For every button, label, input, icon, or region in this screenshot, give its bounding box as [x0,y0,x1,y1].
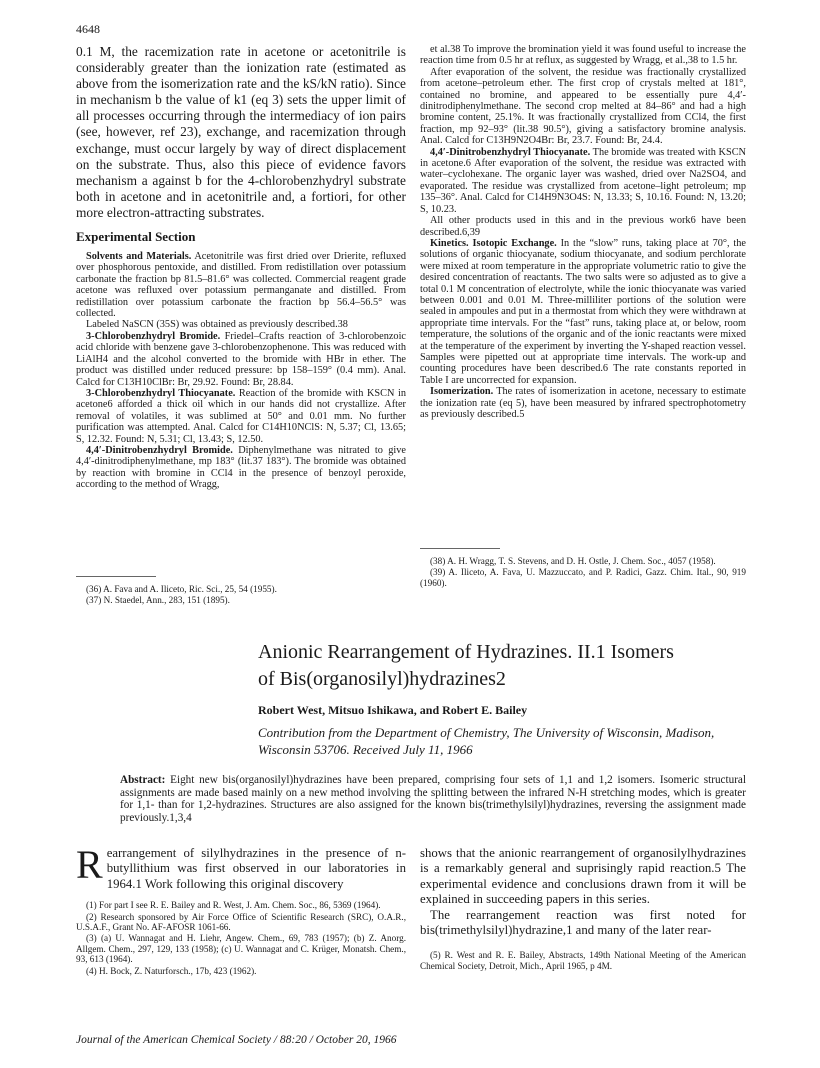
page-number: 4648 [76,22,100,36]
paragraph-text: et al.38 To improve the bromination yield it was found useful to increase the reaction time from 0.5 hr at reflux, as suggested by Wragg, et al.,38 to 1.5 hr. [420,44,746,67]
paragraph-text: Diphenylmethane was nitrated to give 4,4′-dinitrodiphenylmethane, mp 183° (lit.37 183°). The bromide was obtained by reaction with bromine in CCl4 in the presence of benzoyl peroxide, according to the method of Wragg, [76,444,406,491]
experimental-heading: Experimental Section [76,229,196,245]
paragraph-text: Friedel–Crafts reaction of 3-chlorobenzoic acid chloride with benzene gave 3-chlorobenzophenone. This was reduced with LiAlH4 and the alcohol converted to the bromide with HBr in ether. The product was distilled under reduced pressure: bp 158–159° (0.4 mm). Anal. Calcd for C13H10ClBr: Br, 29.92. Found: Br, 28.84. [76,330,407,388]
paragraph-text: In the “slow” runs, taking place at 70°, the solutions of organic thiocyanate, sodium thiocyanate, and sodium perchlorate were mixed at room temperature in the appropriate volumetric ratio to give the desired concentration of reactants. The two salts were so adjusted as to give a total 0.1 M concentration of electrolyte, while the ionic thiocyanate was varied between 0.001 and 0.01 M. Three-milliliter portions of the solution were sealed in ampoules and put in a thermostat from which they were withdrawn at appropriate time intervals. For the “fast” runs, taking place at, or below, room temperature, the solutions of the organic and of the ionic reactants were mixed at the temperature of the experiment by inverting the Y-shaped reaction vessel. Samples were pipetted out at appropriate time intervals. The work-up and counting procedures have been described.6 The rate constants reported in Table I are uncorrected for expansion. [420,237,746,386]
run-in-heading: 4,4′-Dinitrobenzhydryl Thiocyanate. [430,146,591,158]
paragraph-text: The rates of isomerization in acetone, necessary to estimate the ionization rate (eq 5), have been measured by infrared spectrophotometry as previously described.5 [420,386,746,420]
journal-footer: Journal of the American Chemical Society / 88:20 / October 20, 1966 [76,1034,397,1046]
top-right-column [420,44,746,420]
footnote-rule-right [420,548,500,549]
footnote-rule-left [76,576,156,577]
article-title-line-2: of Bis(organosilyl)hydrazines2 [258,668,506,690]
top-left-column [76,44,406,491]
paragraph-text: All other products used in this and in the previous work6 have been described.6,39 [420,215,746,238]
abstract-text: Eight new bis(organosilyl)hydrazines have been prepared, comprising four sets of 1,1 and 1,2 isomers. Isomeric structural assignments are made based mainly on a new method involving the splitting between the infrared N-H stretching modes, which is greater for 1,1- than for 1,2-hydrazines. Structures are also assigned for the known bis(trimethylsilyl)hydrazines, reversing the assignment made previously.1,3,4 [120,774,746,824]
footnote: (36) A. Fava and A. Iliceto, Ric. Sci., 25, 54 (1955). [86,584,277,594]
footnote: (39) A. Iliceto, A. Fava, U. Mazzuccato, and P. Radici, Gazz. Chim. Ital., 90, 919 (1960). [420,567,746,588]
bottom-left-footnotes [76,900,406,976]
paragraph [76,331,406,388]
footnote: (2) Research sponsored by Air Force Office of Scientific Research (SRC), O.A.R., U.S.A.F., Grant No. AF-AFOSR 1061-66. [76,911,406,933]
top-left-footnotes [76,584,406,607]
bottom-right-column [420,846,746,972]
experimental-paragraphs [76,251,406,491]
abstract [120,774,746,824]
authors: Robert West, Mitsuo Ishikawa, and Robert E. Bailey [258,703,528,717]
affiliation: Contribution from the Department of Chemistry, The University of Wisconsin, Madison, Wisconsin 53706. Received July 11, 1966 [258,725,715,757]
paragraph-text: Reaction of the bromide with KSCN in acetone6 afforded a thick oil which in our hands did not crystallize. After removal of volatiles, it was sublimed at 50° and 0.01 mm. No further purification was attempted. Anal. Calcd for C14H10NClS: N, 5.37; Cl, 13.65; S, 12.32. Found: N, 5.31; Cl, 13.43; S, 12.50. [76,387,406,445]
paragraph [420,147,746,215]
run-in-heading: Isomerization. [430,386,494,398]
article-title [258,639,688,693]
paragraph [420,44,746,67]
paragraph-text: Acetonitrile was first dried over Drierite, refluxed over phosphorous pentoxide, and distilled. From redistillation over potassium carbonate the fraction bp 81.5–81.6° was collected. Commercial reagent grade acetone was refluxed over potassium permanganate and distilled. From redistillation over potassium carbonate the fraction bp 56.4–56.5° was collected. [76,251,406,320]
footnote: (5) R. West and R. E. Bailey, Abstracts, 149th National Meeting of the American Chemical Society, Detroit, Mich., April 1965, p 4M. [420,950,746,971]
paragraph-text: The bromide was treated with KSCN in acetone.6 After evaporation of the solvent, the residue was extracted with water–cyclohexane. The organic layer was washed, dried over Na2SO4, and evaporated. The residue was crystallized from acetone–light petroleum; mp 135–36°. Anal. Calcd for C14H9N3O4S: N, 13.33; S, 10.16. Found: N, 13.20; S, 10.23. [420,146,746,215]
paragraph [420,238,746,386]
paragraph [76,251,406,319]
bottom-right-footnotes [420,950,746,971]
bottom-left-column [76,842,406,977]
paragraph-text: After evaporation of the solvent, the residue was fractionally crystallized from acetone–petroleum ether. The first crop of crystals melted at 181°, contained no bromine, and appeared to be essentially pure 4,4′-dinitrodiphenylmethane. The second crop melted at 84–86° and had a high bromine content, 25.1%. It was fractionally crystallized from CCl4, the first fraction, mp 92–93° (lit.38 90.5°), giving a satisfactory bromine analysis. Anal. Calcd for C13H9N2O4Br: Br, 23.7. Found: Br, 24.4. [420,66,746,147]
paragraph [76,319,406,330]
footnote: (3) (a) U. Wannagat and H. Liehr, Angew. Chem., 69, 783 (1957); (b) Z. Anorg. Allgem. Chem., 297, 129, 133 (1958); (c) U. Wannagat and C. Krüger, Monatsh. Chem., 93, 613 (1964). [76,933,406,965]
footnote: (4) H. Bock, Z. Naturforsch., 17b, 423 (1962). [86,965,257,976]
run-in-heading: Solvents and Materials. [86,251,192,263]
paragraph [76,388,406,445]
paragraph [420,67,746,147]
top-right-footnotes [420,556,746,589]
intro-body-right-1: shows that the anionic rearrangement of organosilylhydrazines is a remarkably general and suprisingly rapid reaction.5 The experimental evidence and conclusions drawn from it will be explained in succeeding papers in this series. [420,846,746,907]
run-in-heading: 3-Chlorobenzhydryl Thiocyanate. [86,387,236,399]
run-in-heading: 4,4′-Dinitrobenzhydryl Bromide. [86,444,233,456]
intro-body-left: Rearrangement of silylhydrazines in the presence of n-butyllithium was first observed in our laboratories in 1964.1 Work following this original discovery [76,842,406,891]
abstract-label: Abstract: [120,774,166,786]
intro-paragraph: 0.1 M, the racemization rate in acetone or acetonitrile is considerably greater than the ionization rate (estimated as above from the isomerization rate and the kS/kN ratio). Since in mechanism b the value of k1 (eq 3) sets the upper limit of all processes occurring through the intermediacy of ion pairs (see, however, ref 23), exchange, and racemization through exchange, must occur largely by way of direct displacement on the substrate. Thus, also this piece of evidence favors mechanism a against b for the 4-chlorobenzhydryl substrate both in acetone and in acetonitrile and, a fortiori, for other more electron-attracting substrates. [76,44,406,220]
article-title-line-1: Anionic Rearrangement of Hydrazines. II.1 Isomers [258,641,674,663]
paragraph-text: Labeled NaSCN (35S) was obtained as previously described.38 [86,319,348,331]
footnote: (37) N. Staedel, Ann., 283, 151 (1895). [86,595,230,606]
footnote: (38) A. H. Wragg, T. S. Stevens, and D. H. Ostle, J. Chem. Soc., 4057 (1958). [430,556,716,566]
dropcap: R [76,842,103,887]
footnote: (1) For part I see R. E. Bailey and R. West, J. Am. Chem. Soc., 86, 5369 (1964). [86,900,381,911]
intro-body-right-2: The rearrangement reaction was first noted for bis(trimethylsilyl)hydrazine,1 and many of the later rear- [420,907,746,938]
run-in-heading: 3-Chlorobenzhydryl Bromide. [86,330,221,342]
paragraph [76,445,406,491]
paragraph [420,386,746,420]
run-in-heading: Kinetics. Isotopic Exchange. [430,237,557,249]
paragraph [420,215,746,238]
